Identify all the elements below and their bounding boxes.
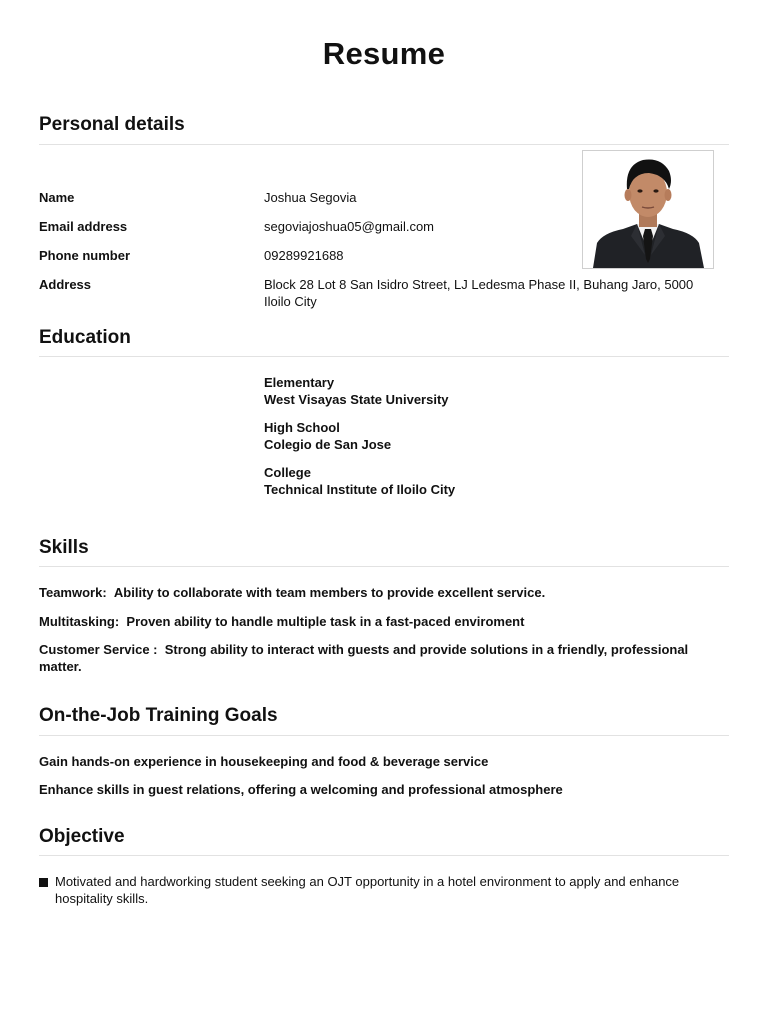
skill-description: Ability to collaborate with team members to provide excellent service. [113,585,546,600]
education-entry [264,375,449,408]
ojt-goal-item: Enhance skills in guest relations, offering a welcoming and professional atmosphere [39,782,563,797]
education-school: West Visayas State University [264,391,449,407]
skill-item [39,641,729,675]
skill-item [39,613,729,630]
education-level: College [264,465,311,480]
education-level: Elementary [264,375,335,390]
skill-item [39,584,729,601]
education-school: Colegio de San Jose [264,436,392,452]
profile-photo [582,150,714,269]
divider [39,566,729,567]
resume-title: Resume [322,36,446,71]
name-value: Joshua Segovia [264,190,357,205]
email-label: Email address [39,219,128,234]
skill-name: Customer Service : [39,642,158,657]
name-label: Name [39,190,75,205]
skill-name: Teamwork: [39,585,107,600]
divider [39,855,729,856]
divider [39,144,729,145]
phone-value: 09289921688 [264,248,344,263]
objective-heading: Objective [39,826,125,847]
address-label: Address [39,277,92,292]
education-entry [264,465,455,498]
education-heading: Education [39,327,131,348]
divider [39,735,729,736]
education-school: Technical Institute of Iloilo City [264,481,456,497]
skill-description: Strong ability to interact with guests and provide solutions in a friendly, professional matter. [39,642,689,674]
profile-photo-image [583,151,713,268]
skill-name: Multitasking: [39,614,120,629]
skills-heading: Skills [39,537,89,558]
education-level: High School [264,420,340,435]
address-value: Block 28 Lot 8 San Isidro Street, LJ Ledesma Phase II, Buhang Jaro, 5000 Iloilo City [264,277,694,309]
square-bullet-icon [39,878,48,887]
skill-description: Proven ability to handle multiple task in a fast-paced enviroment [126,614,525,629]
ojt-goals-heading: On-the-Job Training Goals [39,705,278,726]
education-entry [264,420,391,453]
divider [39,356,729,357]
phone-label: Phone number [39,248,131,263]
email-value: segoviajoshua05@gmail.com [264,219,435,234]
personal-details-heading: Personal details [39,114,185,135]
ojt-goal-item: Gain hands-on experience in housekeeping and food & beverage service [39,754,489,769]
objective-text: Motivated and hardworking student seeking an OJT opportunity in a hotel environment to apply and enhance hospitality skills. [55,874,680,906]
